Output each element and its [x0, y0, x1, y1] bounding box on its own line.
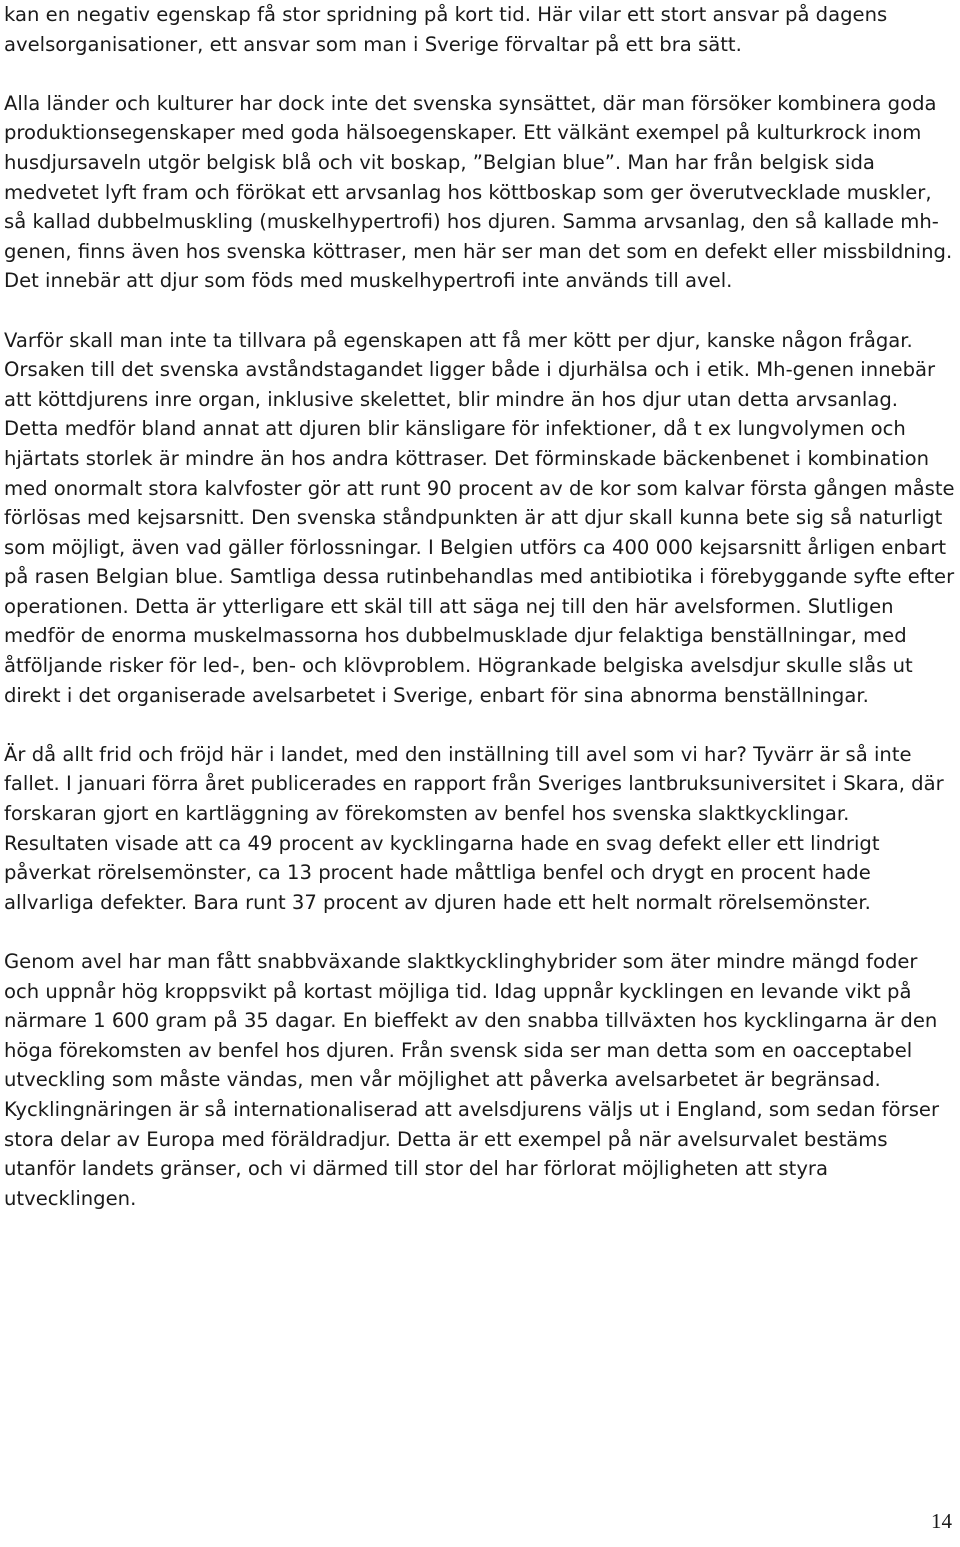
paragraph-broiler-leg-defects: Är då allt frid och fröjd här i landet, med den inställning till avel som vi har? Tyvärr är så inte fallet. I januari förra året publicerades en rapport från Sveriges lantbruksuniversitet i Skara, där forskaran gjort en kartläggning av förekomsten av benfel hos svenska slaktkycklingar. Resultaten visade att ca 49 procent av kycklingarna hade en svag defekt eller ett lindrigt påverkat rörelsemönster, ca 13 procent hade måttliga benfel och drygt en procent hade allvarliga defekter. Bara runt 37 procent av djuren hade ett helt normalt rörelsemönster.: [4, 742, 944, 914]
paragraph-broiler-breeding: Genom avel har man fått snabbväxande slaktkycklinghybrider som äter mindre mängd foder och uppnår hög kroppsvikt på kortast möjliga tid. Idag uppnår kycklingen en levande vikt på närmare 1 600 gram på 35 dagar. En bieffekt av den snabba tillväxten hos kycklingarna är den höga förekomsten av benfel hos djuren. Från svensk sida ser man detta som en oacceptabel utveckling som måste vändas, men vår möjlighet att påverka avelsarbetet är begränsad. Kycklingnäringen är så internationaliserad att avelsdjurens väljs ut i England, som sedan förser stora delar av Europa med föräldradjur. Detta är ett exempel på när avelsurvalet bestäms utanför landets gränser, och vi därmed till stor del har förlorat möjligheten att styra utvecklingen.: [4, 950, 940, 1210]
paragraph-intro-continued: kan en negativ egenskap få stor spridning på kort tid. Här vilar ett stort ansvar på dagens avelsorganisationer, ett ansvar som man i Sverige förvaltar på ett bra sätt.: [4, 3, 888, 56]
paragraph-belgian-blue: Alla länder och kulturer har dock inte det svenska synsättet, där man försöker kombinera goda produktionsegenskaper med goda hälsoegenskaper. Ett välkänt exempel på kulturkrock inom husdjursaveln utgör belgisk blå och vit boskap, ”Belgian blue”. Man har från belgisk sida medvetet lyft fram och förökat ett arvsanlag hos köttboskap som ger överutvecklade muskler, så kallad dubbelmuskling (muskelhypertrofi) hos djuren. Samma arvsanlag, den så kallade mh-genen, finns även hos svenska köttraser, men här ser man det som en defekt eller missbildning. Det innebär att djur som föds med muskelhypertrofi inte används till avel.: [4, 91, 953, 293]
page-number: 14: [931, 1509, 952, 1533]
document-body: [4, 0, 956, 1213]
paragraph-animal-health-ethics: Varför skall man inte ta tillvara på egenskapen att få mer kött per djur, kanske någon frågar. Orsaken till det svenska avståndstagandet ligger både i djurhälsa och i etik. Mh-genen innebär att köttdjurens inre organ, inklusive skelettet, blir mindre än hos djur utan detta arvsanlag. Detta medför bland annat att djuren blir känsligare för infektioner, då t ex lungvolymen och hjärtats storlek är mindre än hos andra köttraser. Det förminskade bäckenbenet i kombination med onormalt stora kalvfoster gör att runt 90 procent av de kor som kalvar första gången måste förlösas med kejsarsnitt. Den svenska ståndpunkten är att djur skall kunna bete sig så naturligt som möjligt, även vad gäller förlossningar. I Belgien utförs ca 400 000 kejsarsnitt årligen enbart på rasen Belgian blue. Samtliga dessa rutinbehandlas med antibiotika i förebyggande syfte efter operationen. Detta är ytterligare ett skäl till att säga nej till den här avelsformen. Slutligen medför de enorma muskelmassorna hos dubbelmusklade djur felaktiga benställningar, med åtföljande risker för led-, ben- och klövproblem. Högrankade belgiska avelsdjur skulle slås ut direkt i det organiserade avelsarbetet i Sverige, enbart för sina abnorma benställningar.: [4, 328, 955, 707]
